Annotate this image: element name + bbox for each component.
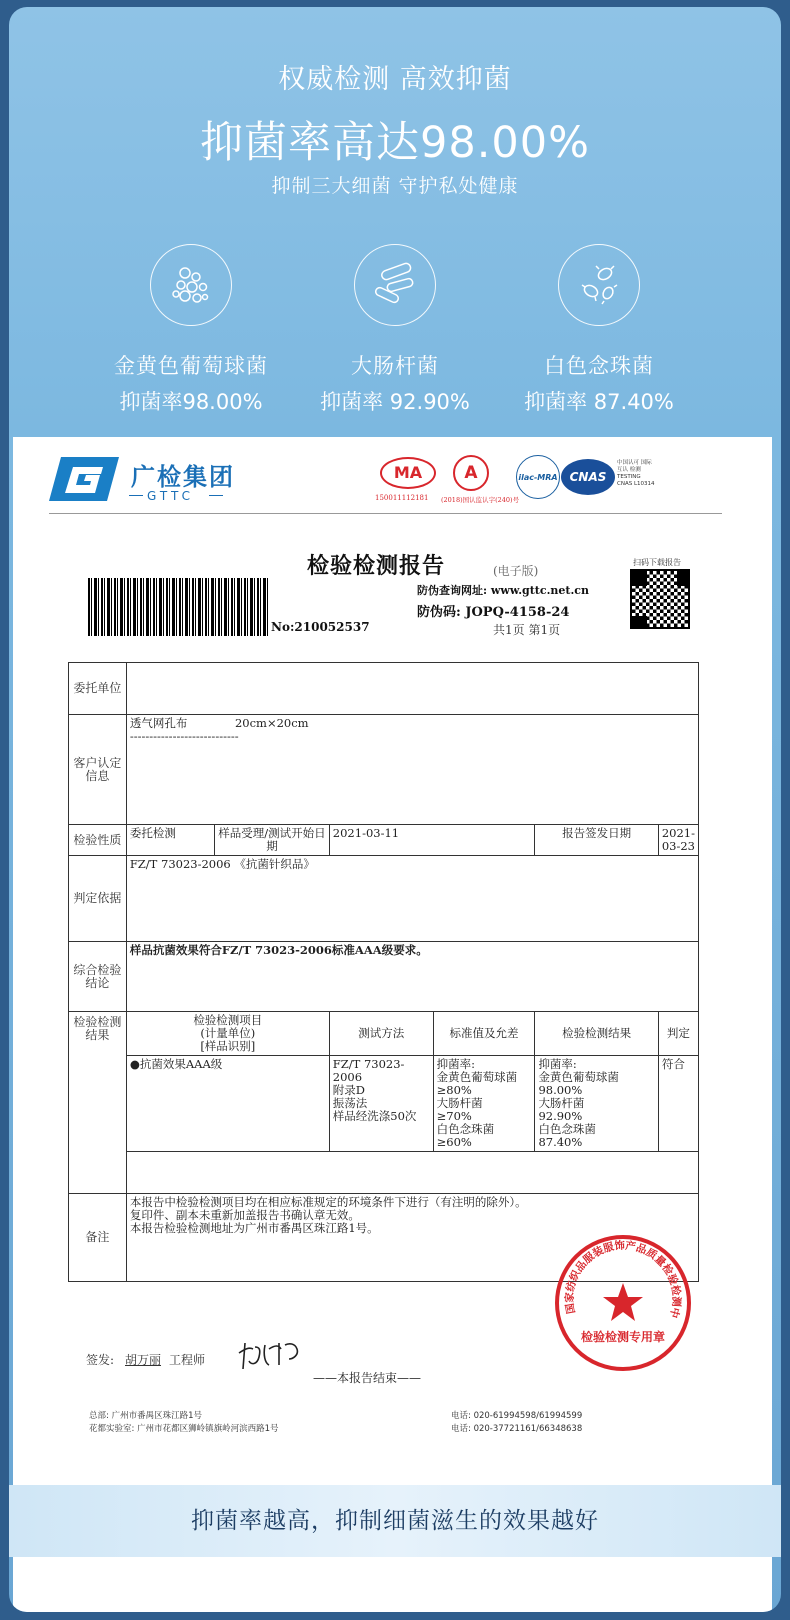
standard-line: 金黄色葡萄球菌 — [436, 1070, 518, 1084]
client-label: 委托单位 — [69, 663, 127, 715]
basis-label: 判定依据 — [69, 856, 127, 942]
method-line: 振荡法 — [332, 1096, 368, 1110]
col-item-id: [样品识别] — [200, 1039, 256, 1053]
page-count: 共1页 第1页 — [493, 623, 561, 637]
handwritten-signature — [235, 1333, 305, 1373]
method-line: 样品经洗涤50次 — [332, 1109, 417, 1123]
ecoli-icon — [354, 244, 436, 326]
seal-text: 检验检测专用章 — [580, 1330, 666, 1344]
result-values — [535, 1056, 658, 1152]
col-judge: 判定 — [658, 1012, 698, 1056]
edition-label: (电子版) — [493, 564, 539, 578]
test-method — [329, 1056, 433, 1152]
method-line: 附录D — [332, 1083, 366, 1097]
issue-date-value: 2021-03-23 — [658, 825, 698, 856]
nature-label: 检验性质 — [69, 825, 127, 856]
basis-value: FZ/T 73023-2006 《抗菌针织品》 — [126, 856, 698, 942]
headline-rate: 抑菌率高达98.00% — [200, 118, 590, 168]
issue-date-label: 报告签发日期 — [535, 825, 658, 856]
candida-icon — [558, 244, 640, 326]
remark-line: 本报告中检验检测项目均在相应标准规定的环境条件下进行（有注明的除外）。 — [129, 1195, 527, 1209]
cma-mark: MA — [380, 457, 436, 489]
headline-sub: 抑制三大细菌 守护私处健康 — [271, 175, 519, 197]
sample-name: 透气网孔布 — [129, 716, 188, 730]
result-line: 金黄色葡萄球菌 — [538, 1070, 619, 1084]
col-item: 检验检测项目 — [193, 1013, 263, 1027]
col-standard: 标准值及允差 — [433, 1012, 535, 1056]
conclusion-label: 综合检验结论 — [69, 942, 127, 1012]
scan-label: 扫码下载报告 — [633, 558, 681, 567]
standard-line: 抑菌率: — [436, 1057, 476, 1071]
col-method: 测试方法 — [329, 1012, 433, 1056]
query-site: 防伪查询网址: www.gttc.net.cn — [417, 584, 590, 597]
start-date-value: 2021-03-11 — [329, 825, 535, 856]
col-item-unit: (计量单位) — [200, 1026, 256, 1040]
sign-label: 签发: — [86, 1353, 115, 1367]
col-result: 检验检测结果 — [535, 1012, 658, 1056]
company-name: 广检集团 — [131, 462, 235, 491]
ilac-mark — [516, 455, 560, 499]
address-lab: 花都实验室: 广州市花都区狮岭镇旗岭河滨西路1号 — [89, 1424, 279, 1434]
test-report-document — [13, 437, 772, 1612]
footer-slogan: 抑菌率越高，抑制细菌滋生的效果越好 — [9, 1485, 781, 1557]
result-line: 92.90% — [538, 1109, 583, 1123]
bacteria-rate: 抑菌率98.00% — [119, 390, 263, 414]
seal-ring-text: 国家纺织品服装服饰产品质量检验检测中 — [563, 1239, 683, 1320]
standard-line: ≥70% — [436, 1109, 472, 1123]
result-line: 87.40% — [538, 1135, 583, 1149]
judge-value: 符合 — [658, 1056, 698, 1152]
standard-line: ≥80% — [436, 1083, 472, 1097]
result-line: 白色念珠菌 — [538, 1122, 596, 1136]
sample-info-label: 客户认定信息 — [69, 715, 127, 825]
remarks-label: 备注 — [69, 1194, 127, 1282]
signer-title: 工程师 — [169, 1353, 206, 1367]
sample-size: 20cm×20cm — [234, 716, 309, 730]
sample-dashes: ---------------------------- — [129, 729, 239, 743]
barcode — [88, 578, 268, 636]
promo-frame — [9, 7, 781, 1612]
results-label: 检验检测结果 — [69, 1012, 127, 1194]
company-name-en: GTTC — [147, 489, 194, 503]
cal-number: (2018)国认监认字(240)号 — [441, 496, 520, 504]
standard-values — [433, 1056, 535, 1152]
ilac-label: ilac-MRA — [518, 472, 558, 482]
official-seal — [553, 1233, 693, 1373]
conclusion-value: 样品抗菌效果符合FZ/T 73023-2006标准AAA级要求。 — [126, 942, 698, 1012]
result-line: 大肠杆菌 — [538, 1096, 585, 1110]
method-line: FZ/T 73023-2006 — [332, 1057, 405, 1084]
anti-fake-code: 防伪码: JOPQ-4158-24 — [417, 605, 570, 620]
test-item: ●抗菌效果AAA级 — [126, 1056, 329, 1152]
result-line: 98.00% — [538, 1083, 583, 1097]
report-end: ——本报告结束—— — [313, 1371, 422, 1385]
nature-value: 委托检测 — [126, 825, 214, 856]
headline-authority: 权威检测 高效抑菌 — [278, 64, 512, 95]
client-value — [126, 663, 698, 715]
result-line: 抑菌率: — [538, 1057, 577, 1071]
standard-line: 大肠杆菌 — [436, 1096, 483, 1110]
bacteria-item-ecoli — [295, 244, 495, 416]
bacteria-rate: 抑菌率 87.40% — [524, 390, 674, 414]
results-blank — [126, 1152, 698, 1194]
remark-line: 本报告检验检测地址为广州市番禺区珠江路1号。 — [129, 1221, 379, 1235]
report-number: No:210052537 — [271, 620, 370, 634]
tel-lab: 电话: 020-37721161/66348638 — [451, 1424, 583, 1434]
remark-line: 复印件、副本未重新加盖报告书确认章无效。 — [129, 1208, 360, 1222]
sample-info-cell — [126, 715, 698, 825]
bacteria-name: 大肠杆菌 — [351, 354, 439, 378]
cal-mark: A — [453, 455, 489, 491]
col-item-header — [126, 1012, 329, 1056]
standard-line: 白色念珠菌 — [436, 1122, 495, 1136]
report-table — [68, 662, 699, 1282]
bacteria-item-staph — [91, 244, 291, 416]
cnas-mark — [561, 459, 615, 495]
address-hq: 总部: 广州市番禺区珠江路1号 — [89, 1411, 202, 1421]
standard-line: ≥60% — [436, 1135, 472, 1149]
signer-name: 胡万丽 — [125, 1353, 162, 1367]
bacteria-name: 金黄色葡萄球菌 — [114, 354, 268, 378]
bacteria-name: 白色念珠菌 — [544, 354, 654, 378]
cnas-side-text: 中国认可 国际互认 检测 TESTING CNAS L10314 — [617, 460, 655, 487]
tel-hq: 电话: 020-61994598/61994599 — [451, 1411, 583, 1421]
bacteria-rate: 抑菌率 92.90% — [320, 390, 470, 414]
cnas-label: CNAS — [569, 470, 607, 484]
start-date-label: 样品受理/测试开始日期 — [215, 825, 330, 856]
cma-number: 150011112181 — [375, 494, 429, 502]
gttc-logo — [49, 455, 119, 503]
qr-code — [630, 569, 690, 629]
staphylococcus-icon — [150, 244, 232, 326]
bacteria-item-candida — [499, 244, 699, 416]
report-title: 检验检测报告 — [307, 553, 446, 579]
